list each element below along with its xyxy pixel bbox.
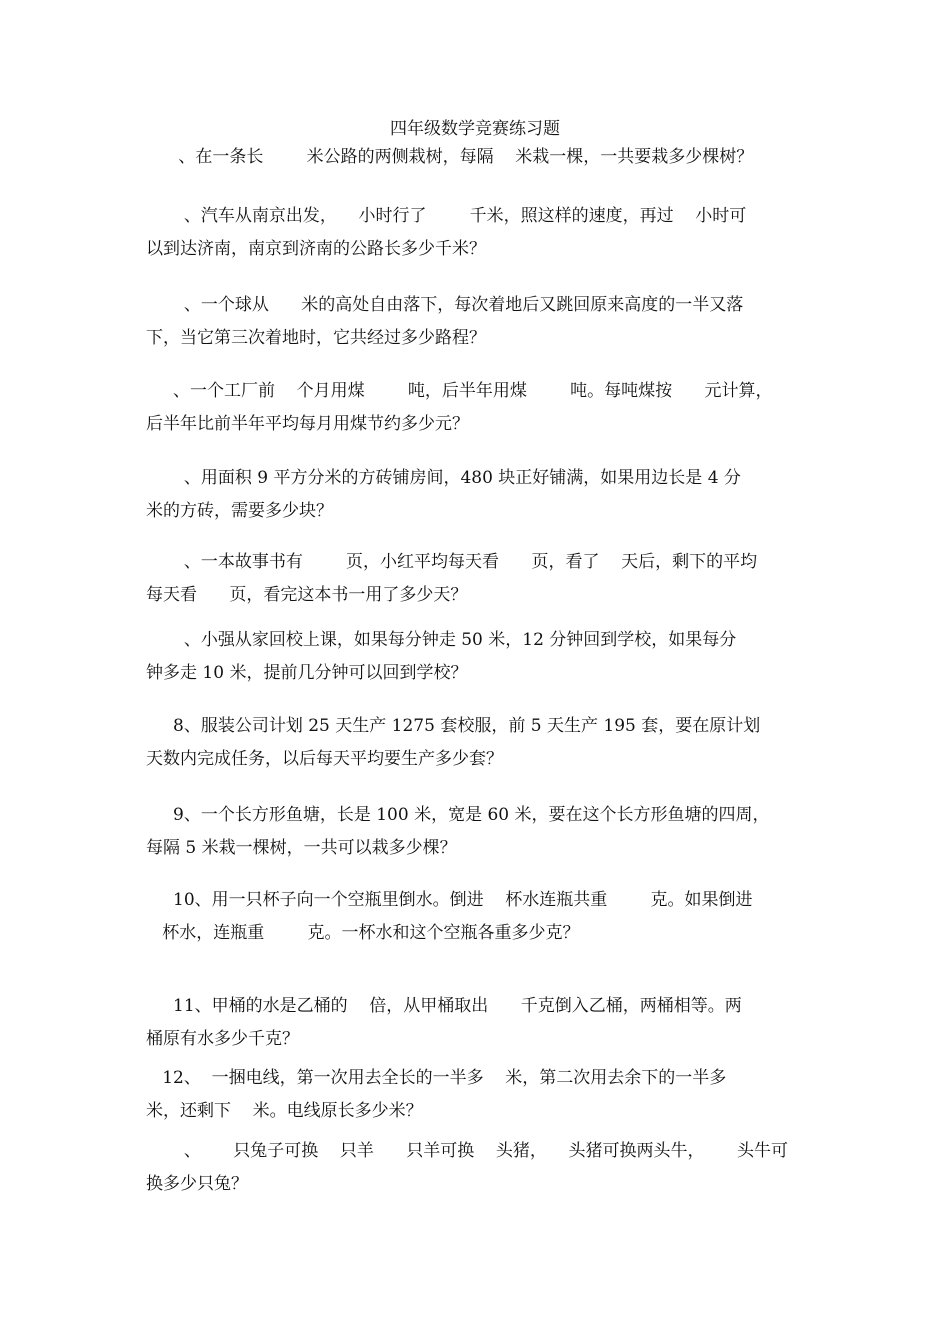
question-line: 、在一条长 米公路的两侧栽树，每隔 米栽一棵，一共要栽多少棵树？	[146, 147, 754, 167]
question-line: 换多少只兔？	[146, 1174, 248, 1194]
question-line: 杯水，连瓶重 克。一杯水和这个空瓶各重多少克？	[146, 923, 580, 943]
question-7	[146, 624, 810, 690]
question-line: 、汽车从南京出发， 小时行了 千米，照这样的速度，再过 小时可	[146, 206, 747, 226]
question-13	[146, 1135, 810, 1201]
question-line: 、一本故事书有 页，小红平均每天看 页，看了 天后，剩下的平均	[146, 552, 758, 572]
question-9	[146, 799, 810, 865]
question-line: 12、 一捆电线，第一次用去全长的一半多 米，第二次用去余下的一半多	[146, 1068, 727, 1088]
question-3	[146, 289, 810, 355]
question-line: 以到达济南，南京到济南的公路长多少千米？	[146, 239, 486, 259]
question-line: 、小强从家回校上课，如果每分钟走 50 米，12 分钟回到学校，如果每分	[146, 630, 737, 650]
question-line: 桶原有水多少千克？	[146, 1029, 299, 1049]
question-10	[146, 884, 810, 950]
question-line: 每天看 页，看完这本书一用了多少天？	[146, 585, 468, 605]
question-line: 后半年比前半年平均每月用煤节约多少元？	[146, 414, 469, 434]
question-8	[146, 710, 810, 776]
question-line: 每隔 5 米栽一棵树，一共可以栽多少棵？	[146, 838, 457, 858]
question-11	[146, 990, 810, 1056]
question-line: 钟多走 10 米，提前几分钟可以回到学校？	[146, 663, 468, 683]
question-line: 米，还剩下 米。电线原长多少米？	[146, 1101, 423, 1121]
question-line: 、一个球从 米的高处自由落下，每次着地后又跳回原来高度的一半又落	[146, 295, 744, 315]
question-line: 9、一个长方形鱼塘，长是 100 米，宽是 60 米，要在这个长方形鱼塘的四周，	[146, 805, 770, 825]
question-line: 11、甲桶的水是乙桶的 倍，从甲桶取出 千克倒入乙桶，两桶相等。两	[146, 996, 742, 1016]
question-line: 、一个工厂前 个月用煤 吨，后半年用煤 吨。每吨煤按 元计算，	[146, 381, 773, 401]
question-line: 8、服装公司计划 25 天生产 1275 套校服，前 5 天生产 195 套，要在原计划	[146, 716, 761, 736]
question-line: 10、用一只杯子向一个空瓶里倒水。倒进 杯水连瓶共重 克。如果倒进	[146, 890, 753, 910]
question-2	[146, 200, 810, 266]
question-line: 、 只兔子可换 只羊 只羊可换 头猪， 头猪可换两头牛， 头牛可	[146, 1141, 788, 1161]
question-5	[146, 462, 810, 528]
question-line: 米的方砖，需要多少块？	[146, 501, 333, 521]
question-line: 下，当它第三次着地时，它共经过多少路程？	[146, 328, 486, 348]
question-12	[146, 1062, 810, 1128]
question-1	[146, 141, 810, 174]
question-line: 天数内完成任务，以后每天平均要生产多少套？	[146, 749, 503, 769]
question-4	[146, 375, 810, 441]
question-6	[146, 546, 810, 612]
document-title: 四年级数学竞赛练习题	[390, 119, 560, 139]
question-line: 、用面积 9 平方分米的方砖铺房间，480 块正好铺满，如果用边长是 4 分	[146, 468, 741, 488]
